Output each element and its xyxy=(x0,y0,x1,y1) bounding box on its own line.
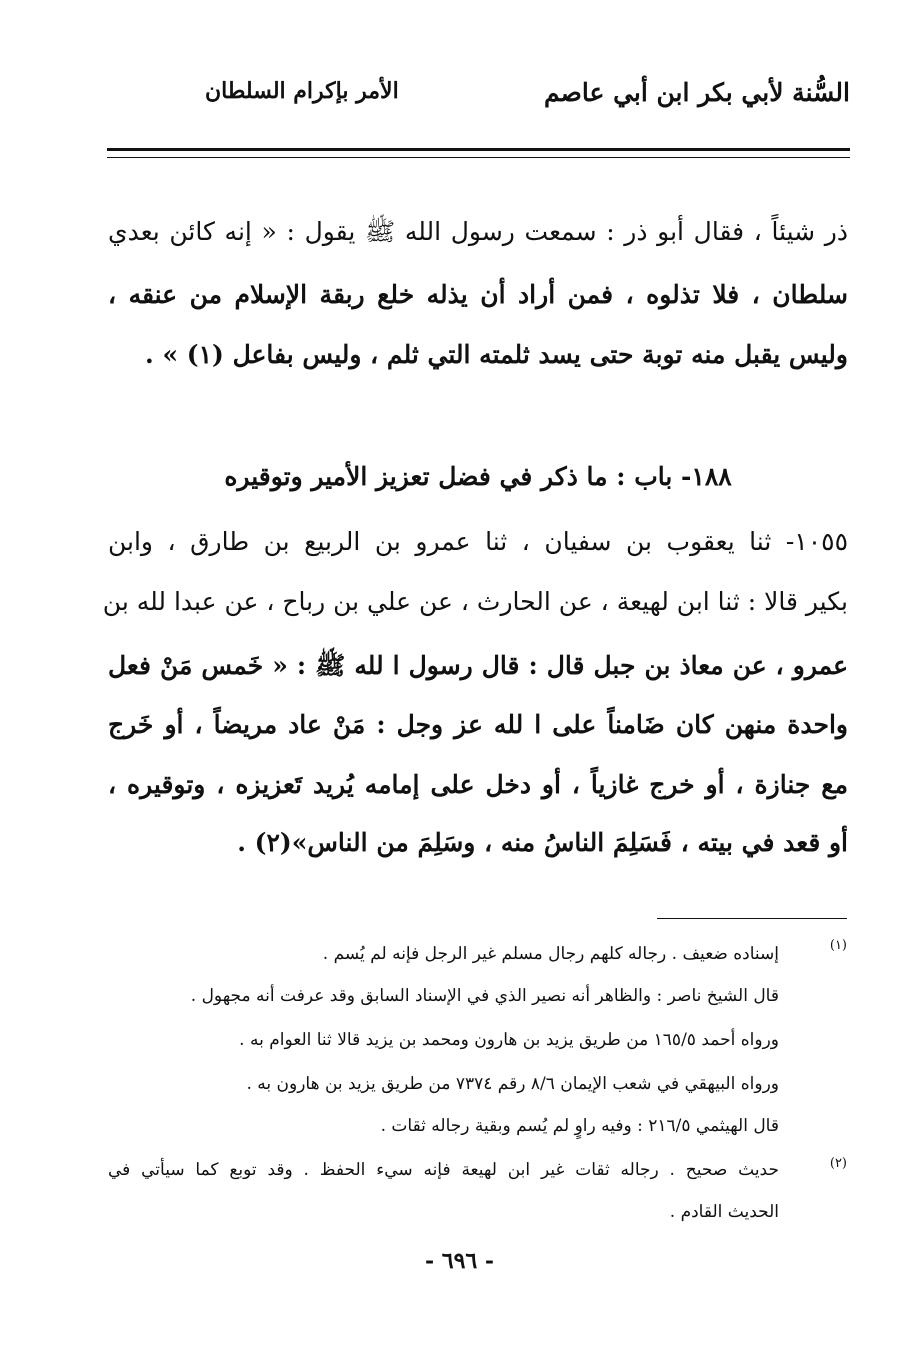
hadith-line: عمرو ، عن معاذ بن جبل قال : قال رسول ا لله ﷺ : « خَمس مَنْ فعل xyxy=(108,651,848,680)
running-header xyxy=(110,78,850,118)
footnote-line: إسناده ضعيف . رجاله كلهم رجال مسلم غير الرجل فإنه لم يُسم . xyxy=(322,944,779,964)
footnote-line: حديث صحيح . رجاله ثقات غير ابن لهيعة فإنه سيء الحفظ . وقد توبع كما سيأتي في xyxy=(108,1160,779,1180)
header-rule-thin xyxy=(107,157,850,158)
book-title: السُّنة لأبي بكر ابن أبي عاصم xyxy=(543,78,850,107)
footnote-line: قال الهيثمي ٢١٦/٥ : وفيه راوٍ لم يُسم وبقية رجاله ثقات . xyxy=(380,1116,779,1136)
hadith-line: مع جنازة ، أو خرج غازياً ، أو دخل على إمامه يُريد تَعزيزه ، وتوقيره ، xyxy=(108,770,848,799)
chapter-title: الأمر بإكرام السلطان xyxy=(205,78,399,104)
header-rule-thick xyxy=(107,148,850,151)
section-title: ١٨٨- باب : ما ذكر في فضل تعزيز الأمير وتوقيره xyxy=(224,462,732,491)
hadith-line: واحدة منهن كان ضَامناً على ا لله عز وجل : مَنْ عاد مريضاً ، أو خَرج xyxy=(108,710,848,739)
footnote-marker-2: (٢) xyxy=(829,1156,847,1171)
footnote-marker-1: (١) xyxy=(829,938,847,953)
body-line: سلطان ، فلا تذلوه ، فمن أراد أن يذله خلع ربقة الإسلام من عنقه ، xyxy=(108,280,848,309)
body-line: وليس يقبل منه توبة حتى يسد ثلمته التي ثلم ، وليس بفاعل (١) » . xyxy=(145,340,848,369)
hadith-line: ١٠٥٥- ثنا يعقوب بن سفيان ، ثنا عمرو بن الربيع بن طارق ، وابن xyxy=(108,527,848,556)
hadith-line: أو قعد في بيته ، فَسَلِمَ الناسُ منه ، وسَلِمَ من الناس»(٢) . xyxy=(237,828,848,857)
footnote-line: قال الشيخ ناصر : والظاهر أنه نصير الذي في الإسناد السابق وقد عرفت أنه مجهول . xyxy=(190,986,779,1006)
page-number: - ٦٩٦ - xyxy=(424,1248,495,1274)
footnote-line: الحديث القادم . xyxy=(669,1202,779,1222)
footnote-line: ورواه البيهقي في شعب الإيمان ٨/٦ رقم ٧٣٧٤ من طريق يزيد بن هارون به . xyxy=(246,1074,779,1094)
body-line: ذر شيئاً ، فقال أبو ذر : سمعت رسول الله ﷺ يقول : « إنه كائن بعدي xyxy=(108,217,848,246)
footnote-rule xyxy=(657,918,847,919)
footnote-line: ورواه أحمد ١٦٥/٥ من طريق يزيد بن هارون ومحمد بن يزيد قالا ثنا العوام به . xyxy=(239,1030,779,1050)
hadith-line: بكير قالا : ثنا ابن لهيعة ، عن الحارث ، عن علي بن رباح ، عن عبدا لله بن xyxy=(102,587,848,616)
